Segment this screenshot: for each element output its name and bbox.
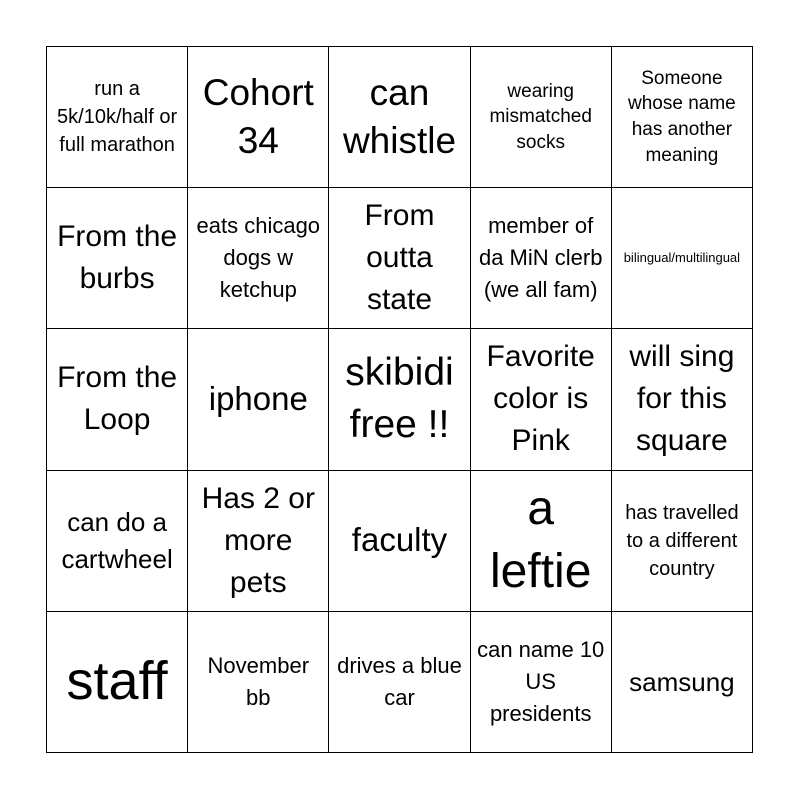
bingo-square-r2c3[interactable]: [329, 188, 470, 329]
bingo-square-r3c5[interactable]: [612, 329, 753, 470]
square-label: Favorite color is Pink: [486, 340, 595, 458]
bingo-square-r3c4[interactable]: [471, 329, 612, 470]
bingo-square-r2c4[interactable]: [471, 188, 612, 329]
bingo-square-r5c1[interactable]: [47, 612, 188, 753]
bingo-square-r4c2[interactable]: [188, 471, 329, 612]
square-label: faculty: [351, 521, 448, 559]
square-label: From the Loop: [57, 361, 178, 437]
square-label: will sing for this square: [629, 340, 735, 458]
bingo-square-r2c1[interactable]: [47, 188, 188, 329]
bingo-square-r3c3[interactable]: [329, 329, 470, 470]
bingo-square-r1c4[interactable]: [471, 47, 612, 188]
bingo-square-r4c5[interactable]: [612, 471, 753, 612]
square-label: Has 2 or more pets: [201, 481, 315, 599]
square-label: can name 10 US presidents: [477, 637, 605, 726]
square-label: a leftie: [490, 482, 592, 598]
bingo-square-r2c5[interactable]: [612, 188, 753, 329]
bingo-square-r5c5[interactable]: [612, 612, 753, 753]
square-label: From outta state: [364, 199, 435, 317]
square-label: can do a cartwheel: [61, 507, 173, 574]
square-label: November bb: [207, 653, 310, 710]
bingo-square-r3c2[interactable]: [188, 329, 329, 470]
bingo-square-r5c3[interactable]: [329, 612, 470, 753]
bingo-square-r1c5[interactable]: [612, 47, 753, 188]
bingo-square-r4c1[interactable]: [47, 471, 188, 612]
bingo-square-r1c1[interactable]: [47, 47, 188, 188]
square-label: member of da MiN clerb (we all fam): [478, 213, 603, 303]
bingo-square-r4c4[interactable]: [471, 471, 612, 612]
bingo-square-r5c4[interactable]: [471, 612, 612, 753]
square-label: bilingual/multilingual: [623, 250, 741, 266]
square-label: has travelled to a different country: [625, 501, 739, 580]
square-label: wearing mismatched socks: [489, 80, 592, 153]
square-label: From the burbs: [57, 220, 178, 296]
square-label: iphone: [208, 380, 308, 418]
bingo-square-r5c2[interactable]: [188, 612, 329, 753]
square-label: staff: [66, 651, 168, 712]
square-label: eats chicago dogs w ketchup: [196, 213, 321, 303]
square-label: drives a blue car: [337, 653, 462, 710]
bingo-square-r2c2[interactable]: [188, 188, 329, 329]
bingo-board: [46, 46, 753, 753]
bingo-square-r4c3[interactable]: [329, 471, 470, 612]
square-label: can whistle: [342, 72, 457, 162]
bingo-square-r1c3[interactable]: [329, 47, 470, 188]
square-label: samsung: [629, 666, 735, 697]
bingo-square-r3c1[interactable]: [47, 329, 188, 470]
bingo-square-r1c2[interactable]: [188, 47, 329, 188]
square-label: run a 5k/10k/half or full marathon: [57, 78, 178, 157]
square-label: skibidi free !!: [345, 350, 454, 447]
square-label: Cohort 34: [202, 72, 314, 162]
square-label: Someone whose name has another meaning: [628, 67, 736, 166]
